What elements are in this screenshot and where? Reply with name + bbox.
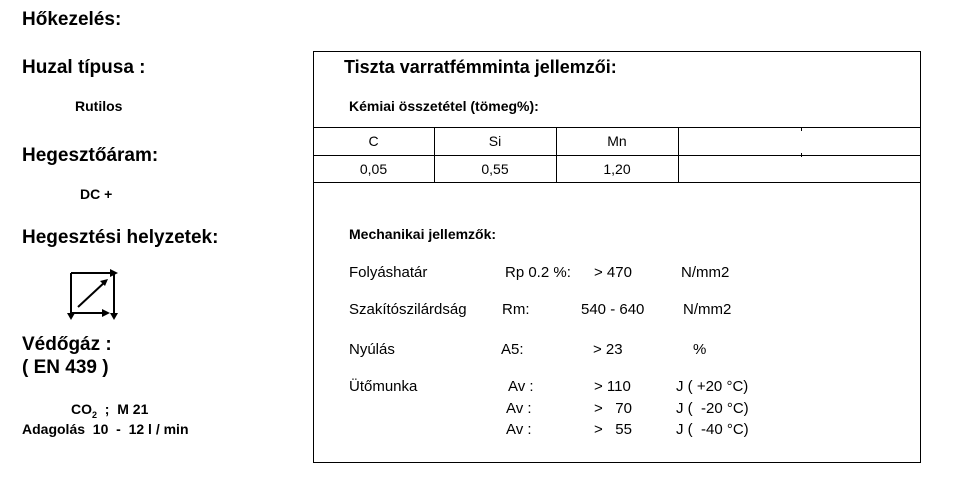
impact-symbol: Av : bbox=[506, 421, 532, 438]
heat-treatment-heading: Hőkezelés: bbox=[22, 9, 122, 30]
chem-table-mid-line bbox=[313, 155, 921, 156]
chem-value-c: 0,05 bbox=[359, 161, 388, 177]
current-value: DC + bbox=[80, 186, 113, 202]
chem-value-si: 0,55 bbox=[481, 161, 509, 177]
impact-symbol: Av : bbox=[506, 400, 532, 417]
tensile-name: Szakítószilárdság bbox=[349, 301, 467, 318]
positions-label: Hegesztési helyzetek: bbox=[22, 227, 219, 248]
elongation-symbol: A5: bbox=[501, 341, 524, 358]
tensile-symbol: Rm: bbox=[502, 301, 530, 318]
yield-unit: N/mm2 bbox=[681, 264, 730, 281]
impact-value: > 55 bbox=[594, 421, 632, 438]
chem-header-si: Si bbox=[488, 133, 502, 149]
gas-label: Védőgáz : bbox=[22, 334, 112, 355]
elongation-value: > 23 bbox=[593, 341, 623, 358]
impact-unit: J ( -20 °C) bbox=[676, 400, 749, 417]
gas-mix: ; M 21 bbox=[97, 401, 149, 417]
yield-value: > 470 bbox=[594, 264, 632, 281]
impact-value: > 70 bbox=[594, 400, 632, 417]
impact-unit: J ( +20 °C) bbox=[676, 378, 749, 395]
tensile-unit: N/mm2 bbox=[683, 301, 732, 318]
impact-name: Ütőmunka bbox=[349, 378, 418, 395]
wire-type-label: Huzal típusa : bbox=[22, 57, 146, 78]
chem-table-divider bbox=[678, 127, 679, 183]
impact-unit: J ( -40 °C) bbox=[676, 421, 749, 438]
chem-value-mn: 1,20 bbox=[603, 161, 631, 177]
impact-symbol: Av : bbox=[508, 378, 534, 395]
elongation-name: Nyúlás bbox=[349, 341, 395, 358]
current-label: Hegesztőáram: bbox=[22, 145, 159, 166]
welding-positions-icon bbox=[66, 269, 120, 321]
mech-title: Mechanikai jellemzők: bbox=[349, 226, 497, 242]
impact-value: > 110 bbox=[594, 378, 631, 395]
chem-header-c: C bbox=[368, 133, 379, 149]
chem-table-tick bbox=[801, 153, 802, 157]
elongation-unit: % bbox=[693, 341, 707, 358]
wire-type-value: Rutilos bbox=[75, 98, 123, 114]
panel-title: Tiszta varratfémminta jellemzői: bbox=[344, 57, 617, 77]
gas-co: CO bbox=[71, 401, 92, 417]
gas-flow: Adagolás 10 - 12 l / min bbox=[22, 421, 189, 437]
gas-subscript: 2 bbox=[92, 409, 98, 420]
gas-type bbox=[71, 401, 148, 420]
tensile-value: 540 - 640 bbox=[581, 301, 645, 318]
chem-table-bottom-line bbox=[313, 182, 921, 183]
chem-table-tick bbox=[801, 127, 802, 131]
chem-table-top-line bbox=[313, 127, 921, 128]
chem-title: Kémiai összetétel (tömeg%): bbox=[349, 98, 539, 114]
chem-header-mn: Mn bbox=[607, 133, 627, 149]
yield-symbol: Rp 0.2 %: bbox=[505, 264, 571, 281]
gas-standard: ( EN 439 ) bbox=[22, 357, 109, 378]
yield-name: Folyáshatár bbox=[349, 264, 428, 281]
